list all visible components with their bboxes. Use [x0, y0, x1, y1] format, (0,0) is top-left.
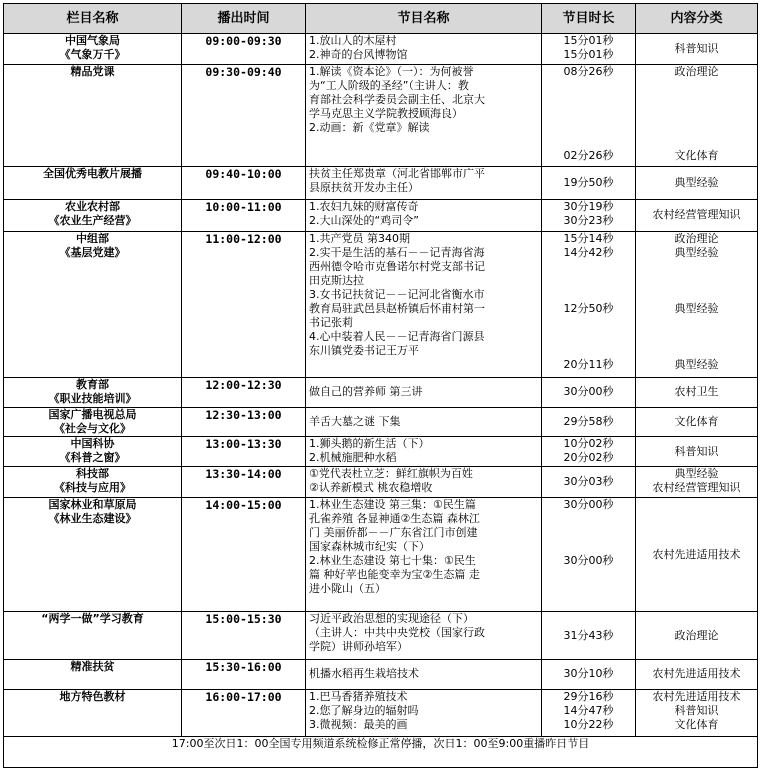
program-cell: 1.共产党员 第340期 2.实干是生活的基石－－记青海省海 西州德令哈市克鲁诺尔村党支部书记 田克斯达拉 3.女书记扶贫记－－记河北省衡水市 教育局驻武邑县赵桥镇后怀甫村第一 书记张莉 4.心中装着人民－－记青海省门源县 东川镇党委书记王万平: [306, 231, 542, 377]
duration-cell: 30分10秒: [542, 659, 636, 689]
table-row: [4, 407, 758, 437]
header-program-name: 节目名称: [306, 4, 542, 34]
air-time-cell: 10:00-11:00: [182, 199, 306, 231]
air-time-cell: 12:30-13:00: [182, 407, 306, 437]
schedule-table: [3, 3, 758, 768]
category-cell: 农村先进适用技术 科普知识 文化体育: [636, 689, 758, 736]
category-cell: 农村经营管理知识: [636, 199, 758, 231]
table-row: [4, 231, 758, 377]
category-cell: 农村先进适用技术: [636, 498, 758, 612]
column-name-cell: 精准扶贫: [4, 659, 182, 689]
duration-cell: 29分58秒: [542, 407, 636, 437]
air-time-cell: 16:00-17:00: [182, 689, 306, 736]
category-cell: 农村先进适用技术: [636, 659, 758, 689]
air-time-cell: 09:00-09:30: [182, 34, 306, 65]
column-name-cell: 国家林业和草原局 《林业生态建设》: [4, 498, 182, 612]
header-category: 内容分类: [636, 4, 758, 34]
table-row: [4, 437, 758, 467]
air-time-cell: 09:40-10:00: [182, 166, 306, 199]
duration-cell: 15分14秒 14分42秒 12分50秒 20分11秒: [542, 231, 636, 377]
category-cell: 政治理论 文化体育: [636, 64, 758, 166]
category-cell: 典型经验: [636, 166, 758, 199]
duration-cell: 30分00秒: [542, 377, 636, 407]
program-cell: 羊舌大墓之谜 下集: [306, 407, 542, 437]
program-cell: 做自己的营养师 第三讲: [306, 377, 542, 407]
duration-cell: 30分00秒 30分00秒: [542, 498, 636, 612]
table-row: [4, 659, 758, 689]
program-cell: 1.狮头鹅的新生活（下） 2.机械施肥种水稻: [306, 437, 542, 467]
air-time-cell: 15:00-15:30: [182, 612, 306, 659]
header-column-name: 栏目名称: [4, 4, 182, 34]
program-cell: 1.解读《资本论》（一）：为何被誉 为“工人阶级的圣经”（主讲人：教 育部社会科学委员会副主任、北京大 学马克思主义学院教授顾海良） 2.动画：新《党章》解读: [306, 64, 542, 166]
category-cell: 政治理论: [636, 612, 758, 659]
column-name-cell: 精品党课: [4, 64, 182, 166]
column-name-cell: 中国科协 《科普之窗》: [4, 437, 182, 467]
duration-cell: 08分26秒 02分26秒: [542, 64, 636, 166]
category-cell: 农村卫生: [636, 377, 758, 407]
air-time-cell: 13:30-14:00: [182, 467, 306, 498]
header-duration: 节目时长: [542, 4, 636, 34]
duration-cell: 31分43秒: [542, 612, 636, 659]
program-cell: 1.林业生态建设 第三集：①民生篇 孔雀养殖 各显神通②生态篇 森林江 门 美丽侨都－－广东省江门市创建 国家森林城市纪实（下） 2.林业生态建设 第七十集：①民生 篇 种好苹也能变幸为宝②生态篇 走 进小陇山（五）: [306, 498, 542, 612]
category-cell: 文化体育: [636, 407, 758, 437]
table-row: [4, 166, 758, 199]
footer-row: [4, 737, 758, 768]
air-time-cell: 15:30-16:00: [182, 659, 306, 689]
table-row: [4, 377, 758, 407]
table-row: [4, 689, 758, 736]
table-row: [4, 498, 758, 612]
column-name-cell: 地方特色教材: [4, 689, 182, 736]
duration-cell: 19分50秒: [542, 166, 636, 199]
duration-cell: 30分03秒: [542, 467, 636, 498]
table-row: [4, 467, 758, 498]
column-name-cell: 中组部 《基层党建》: [4, 231, 182, 377]
header-row: [4, 4, 758, 34]
air-time-cell: 09:30-09:40: [182, 64, 306, 166]
duration-cell: 30分19秒 30分23秒: [542, 199, 636, 231]
table-row: [4, 64, 758, 166]
duration-cell: 29分16秒 14分47秒 10分22秒: [542, 689, 636, 736]
program-cell: 机播水稻再生栽培技术: [306, 659, 542, 689]
program-cell: 1.农妇九妹的财富传奇 2.大山深处的“鸡司令”: [306, 199, 542, 231]
column-name-cell: 农业农村部 《农业生产经营》: [4, 199, 182, 231]
schedule-footer-note: 17:00至次日1：00全国专用频道系统检修正常停播，次日1：00至9:00重播昨日节目: [4, 737, 758, 768]
table-row: [4, 34, 758, 65]
header-air-time: 播出时间: [182, 4, 306, 34]
program-cell: 1.放山人的木屋村 2.神奇的台风博物馆: [306, 34, 542, 65]
category-cell: 典型经验 农村经营管理知识: [636, 467, 758, 498]
column-name-cell: 中国气象局 《气象万千》: [4, 34, 182, 65]
air-time-cell: 14:00-15:00: [182, 498, 306, 612]
column-name-cell: 科技部 《科技与应用》: [4, 467, 182, 498]
duration-cell: 10分02秒 20分02秒: [542, 437, 636, 467]
table-row: [4, 612, 758, 659]
duration-cell: 15分01秒 15分01秒: [542, 34, 636, 65]
category-cell: 政治理论 典型经验 典型经验 典型经验: [636, 231, 758, 377]
category-cell: 科普知识: [636, 34, 758, 65]
column-name-cell: “两学一做”学习教育: [4, 612, 182, 659]
air-time-cell: 12:00-12:30: [182, 377, 306, 407]
table-row: [4, 199, 758, 231]
air-time-cell: 11:00-12:00: [182, 231, 306, 377]
column-name-cell: 国家广播电视总局 《社会与文化》: [4, 407, 182, 437]
program-cell: ①党代表杜立芝：鲜红旗帜为百姓 ②认养新模式 桃农稳增收: [306, 467, 542, 498]
program-cell: 扶贫主任郑贵章（河北省邯郸市广平 县原扶贫开发办主任）: [306, 166, 542, 199]
program-cell: 习近平政治思想的实现途径（下） （主讲人：中共中央党校（国家行政 学院）讲师孙培军）: [306, 612, 542, 659]
program-cell: 1.巴马香猪养殖技术 2.您了解身边的辐射吗 3.微视频：最美的画: [306, 689, 542, 736]
column-name-cell: 教育部 《职业技能培训》: [4, 377, 182, 407]
air-time-cell: 13:00-13:30: [182, 437, 306, 467]
column-name-cell: 全国优秀电教片展播: [4, 166, 182, 199]
category-cell: 科普知识: [636, 437, 758, 467]
